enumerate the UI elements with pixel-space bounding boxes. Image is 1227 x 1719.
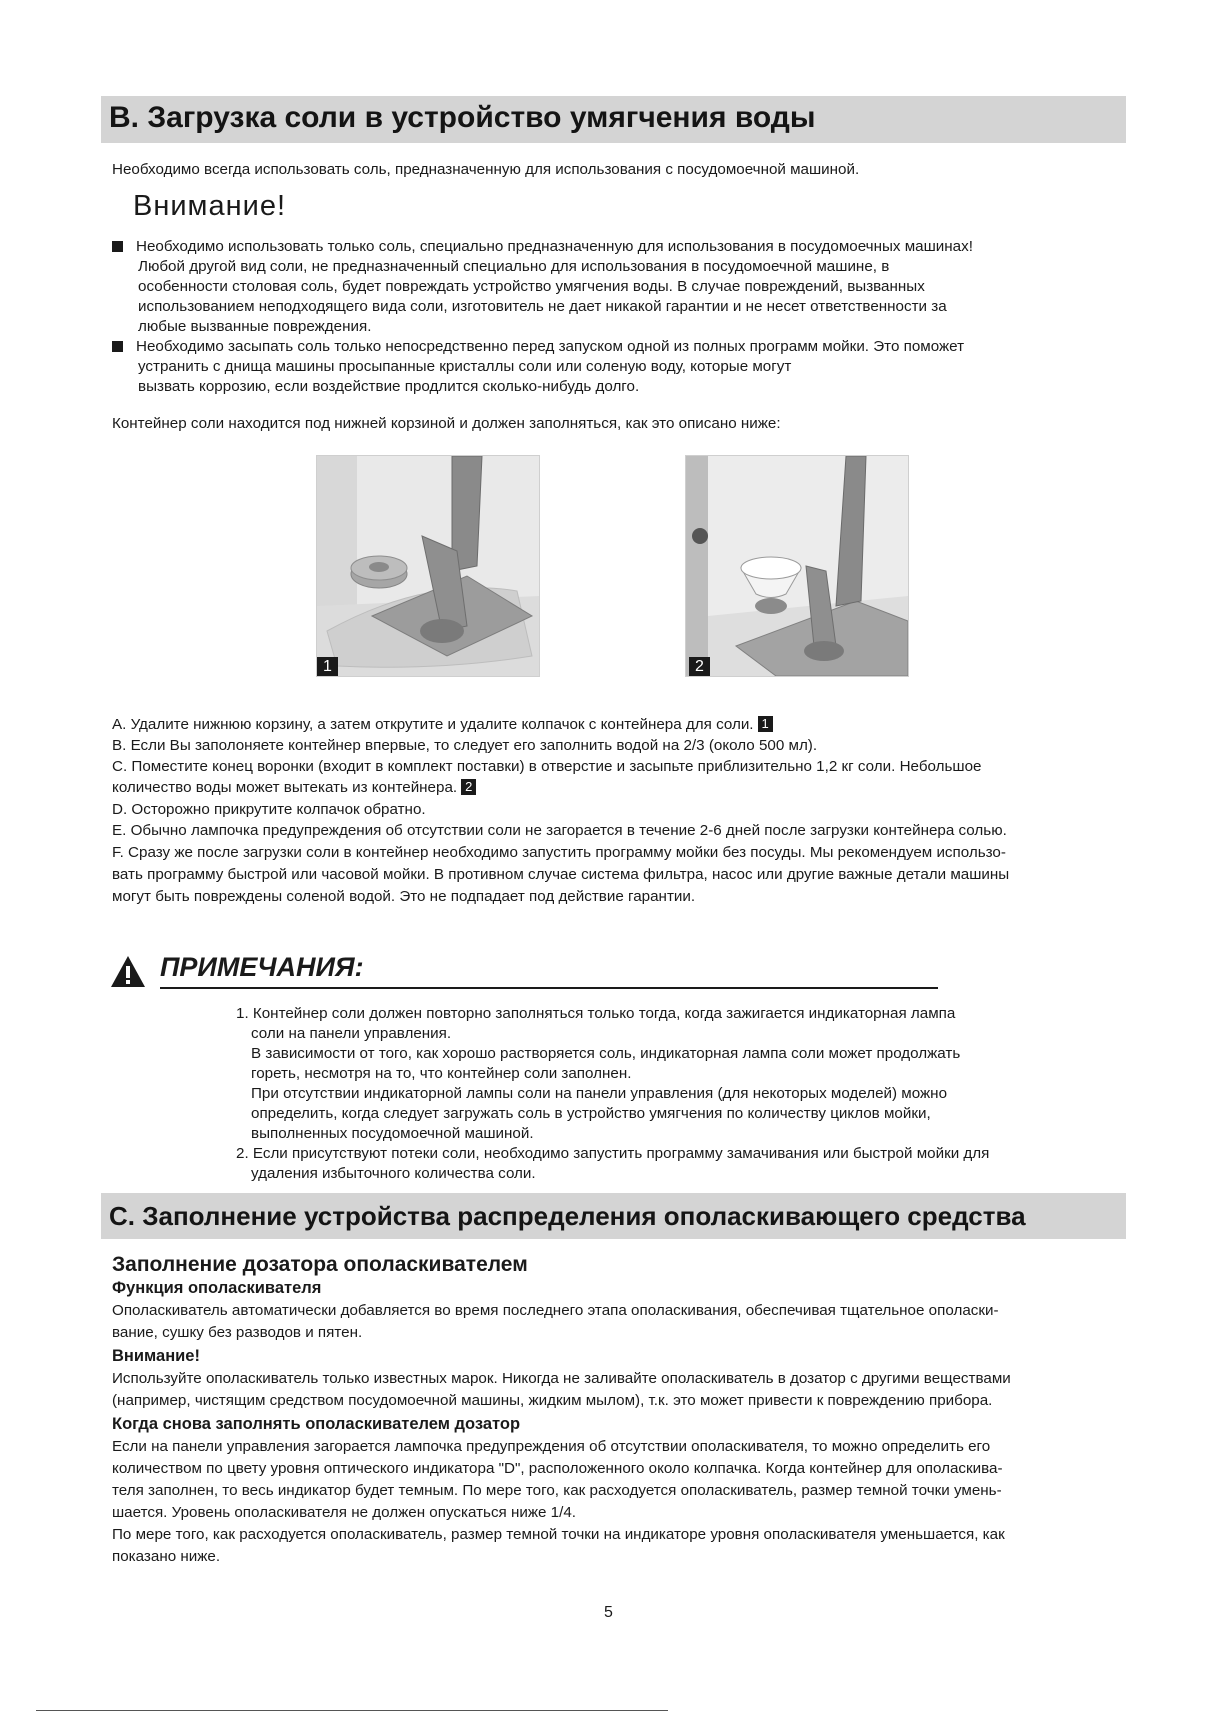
function-heading: Функция ополаскивателя [112, 1279, 322, 1297]
attention-line: Используйте ополаскиватель только известных марок. Никогда не заливайте ополаскиватель в дозатор с другими веществами [112, 1370, 1011, 1387]
note-line: В зависимости от того, как хорошо растворяется соль, индикаторная лампа соли может продолжать [251, 1045, 961, 1062]
section-c-title: C. Заполнение устройства распределения ополаскивающего средства [109, 1201, 1026, 1231]
section-c-subtitle: Заполнение дозатора ополаскивателем [112, 1253, 528, 1276]
warning-heading: Внимание! [133, 190, 287, 222]
salt-container-photo-2 [685, 455, 909, 677]
section-b-title: B. Загрузка соли в устройство умягчения воды [109, 101, 816, 134]
page-number: 5 [604, 1604, 613, 1621]
attention-line: (например, чистящим средством посудомоечной машины, жидким мылом), т.к. это может привести к повреждению прибора. [112, 1392, 993, 1409]
note-line: гореть, несмотря на то, что контейнер соли заполнен. [251, 1065, 632, 1082]
refill-line: показано ниже. [112, 1548, 221, 1565]
notes-title: ПРИМЕЧАНИЯ: [160, 952, 364, 982]
note-line: выполненных посудомоечной машиной. [251, 1125, 534, 1142]
bullet1-line: любые вызванные повреждения. [138, 318, 372, 335]
bullet-square-icon [112, 241, 123, 252]
note-line: соли на панели управления. [251, 1025, 452, 1042]
function-line: Ополаскиватель автоматически добавляется во время последнего этапа ополаскивания, обеспечивая тщательное ополаски- [112, 1302, 999, 1319]
section-b-header [101, 96, 1126, 143]
step-f-line2: вать программу быстрой или часовой мойки. В противном случае система фильтра, насос или другие важные детали машины [112, 866, 1010, 883]
step-a [112, 715, 773, 734]
section-b-intro: Необходимо всегда использовать соль, предназначенную для использования с посудомоечной машиной. [112, 161, 860, 178]
note-line: При отсутствии индикаторной лампы соли на панели управления (для некоторых моделей) можно [251, 1085, 948, 1102]
notes-underline [160, 987, 938, 989]
step-a-badge: 1 [758, 716, 773, 732]
step-a-text: A. Удалите нижнюю корзину, а затем открутите и удалите колпачок с контейнера для соли. [112, 716, 754, 733]
attention-heading: Внимание! [112, 1347, 200, 1365]
note-line: удаления избыточного количества соли. [251, 1165, 536, 1182]
step-f-line3: могут быть повреждены соленой водой. Это не подпадает под действие гарантии. [112, 888, 696, 905]
refill-line: теля заполнен, то весь индикатор будет темным. По мере того, как расходуется ополаскиватель, размер темной точки умень- [112, 1482, 1002, 1499]
note-line: определить, когда следует загружать соль в устройство умягчения по количеству циклов мойки, [251, 1105, 931, 1122]
step-c-line1: C. Поместите конец воронки (входит в комплект поставки) в отверстие и засыпьте приблизительно 1,2 кг соли. Небольшое [112, 758, 982, 775]
bullet1-line: Необходимо использовать только соль, специально предназначенную для использования в посудомоечных машинах! [136, 238, 973, 255]
bullet2-line: устранить с днища машины просыпанные кристаллы соли или соленую воду, которые могут [138, 358, 792, 375]
bullet2-line: вызвать коррозию, если воздействие продлится сколько-нибудь долго. [138, 378, 640, 395]
bullet1-line: использованием неподходящего вида соли, изготовитель не дает никакой гарантии и не несет ответственности за [138, 298, 947, 315]
bullet1-line: Любой другой вид соли, не предназначенный специально для использования в посудомоечной машине, в [138, 258, 890, 275]
step-b: B. Если Вы заполоняете контейнер впервые, то следует его заполнить водой на 2/3 (около 500 мл). [112, 737, 818, 754]
photo-2-label: 2 [689, 657, 710, 676]
refill-line: количеством по цвету уровня оптического индикатора "D", расположенного около колпачка. Когда контейнер для ополаскива- [112, 1460, 1003, 1477]
footer-divider [36, 1710, 668, 1711]
step-f-line1: F. Сразу же после загрузки соли в контейнер необходимо запустить программу мойки без посуды. Мы рекомендуем использо- [112, 844, 1006, 861]
section-c-header [101, 1193, 1126, 1239]
photo-1-label: 1 [317, 657, 338, 676]
refill-line: шается. Уровень ополаскивателя не должен опускаться ниже 1/4. [112, 1504, 577, 1521]
step-c-text: количество воды может вытекать из контейнера. [112, 779, 458, 796]
refill-line: Если на панели управления загорается лампочка предупреждения об отсутствии ополаскивателя, то можно определить его [112, 1438, 991, 1455]
refill-line: По мере того, как расходуется ополаскиватель, размер темной точки на индикаторе уровня ополаскивателя уменьшается, как [112, 1526, 1005, 1543]
salt-container-photo-1 [316, 455, 540, 677]
step-e: E. Обычно лампочка предупреждения об отсутствии соли не загорается в течение 2-6 дней после загрузки контейнера солью. [112, 822, 1007, 839]
note-line: 1. Контейнер соли должен повторно заполняться только тогда, когда зажигается индикаторная лампа [236, 1005, 956, 1022]
bullet-square-icon [112, 341, 123, 352]
container-note: Контейнер соли находится под нижней корзиной и должен заполняться, как это описано ниже: [112, 415, 781, 432]
step-d: D. Осторожно прикрутите колпачок обратно. [112, 801, 426, 818]
warning-triangle-icon [110, 955, 146, 988]
bullet1-line: особенности столовая соль, будет повреждать устройство умягчения воды. В случае повреждений, вызванных [138, 278, 925, 295]
function-line: вание, сушку без разводов и пятен. [112, 1324, 363, 1341]
step-c-badge: 2 [461, 779, 476, 795]
step-c-line2 [112, 778, 476, 797]
bullet2-line: Необходимо засыпать соль только непосредственно перед запуском одной из полных программ мойки. Это поможет [136, 338, 965, 355]
note-line: 2. Если присутствуют потеки соли, необходимо запустить программу замачивания или быстрой мойки для [236, 1145, 990, 1162]
refill-heading: Когда снова заполнять ополаскивателем дозатор [112, 1415, 521, 1433]
